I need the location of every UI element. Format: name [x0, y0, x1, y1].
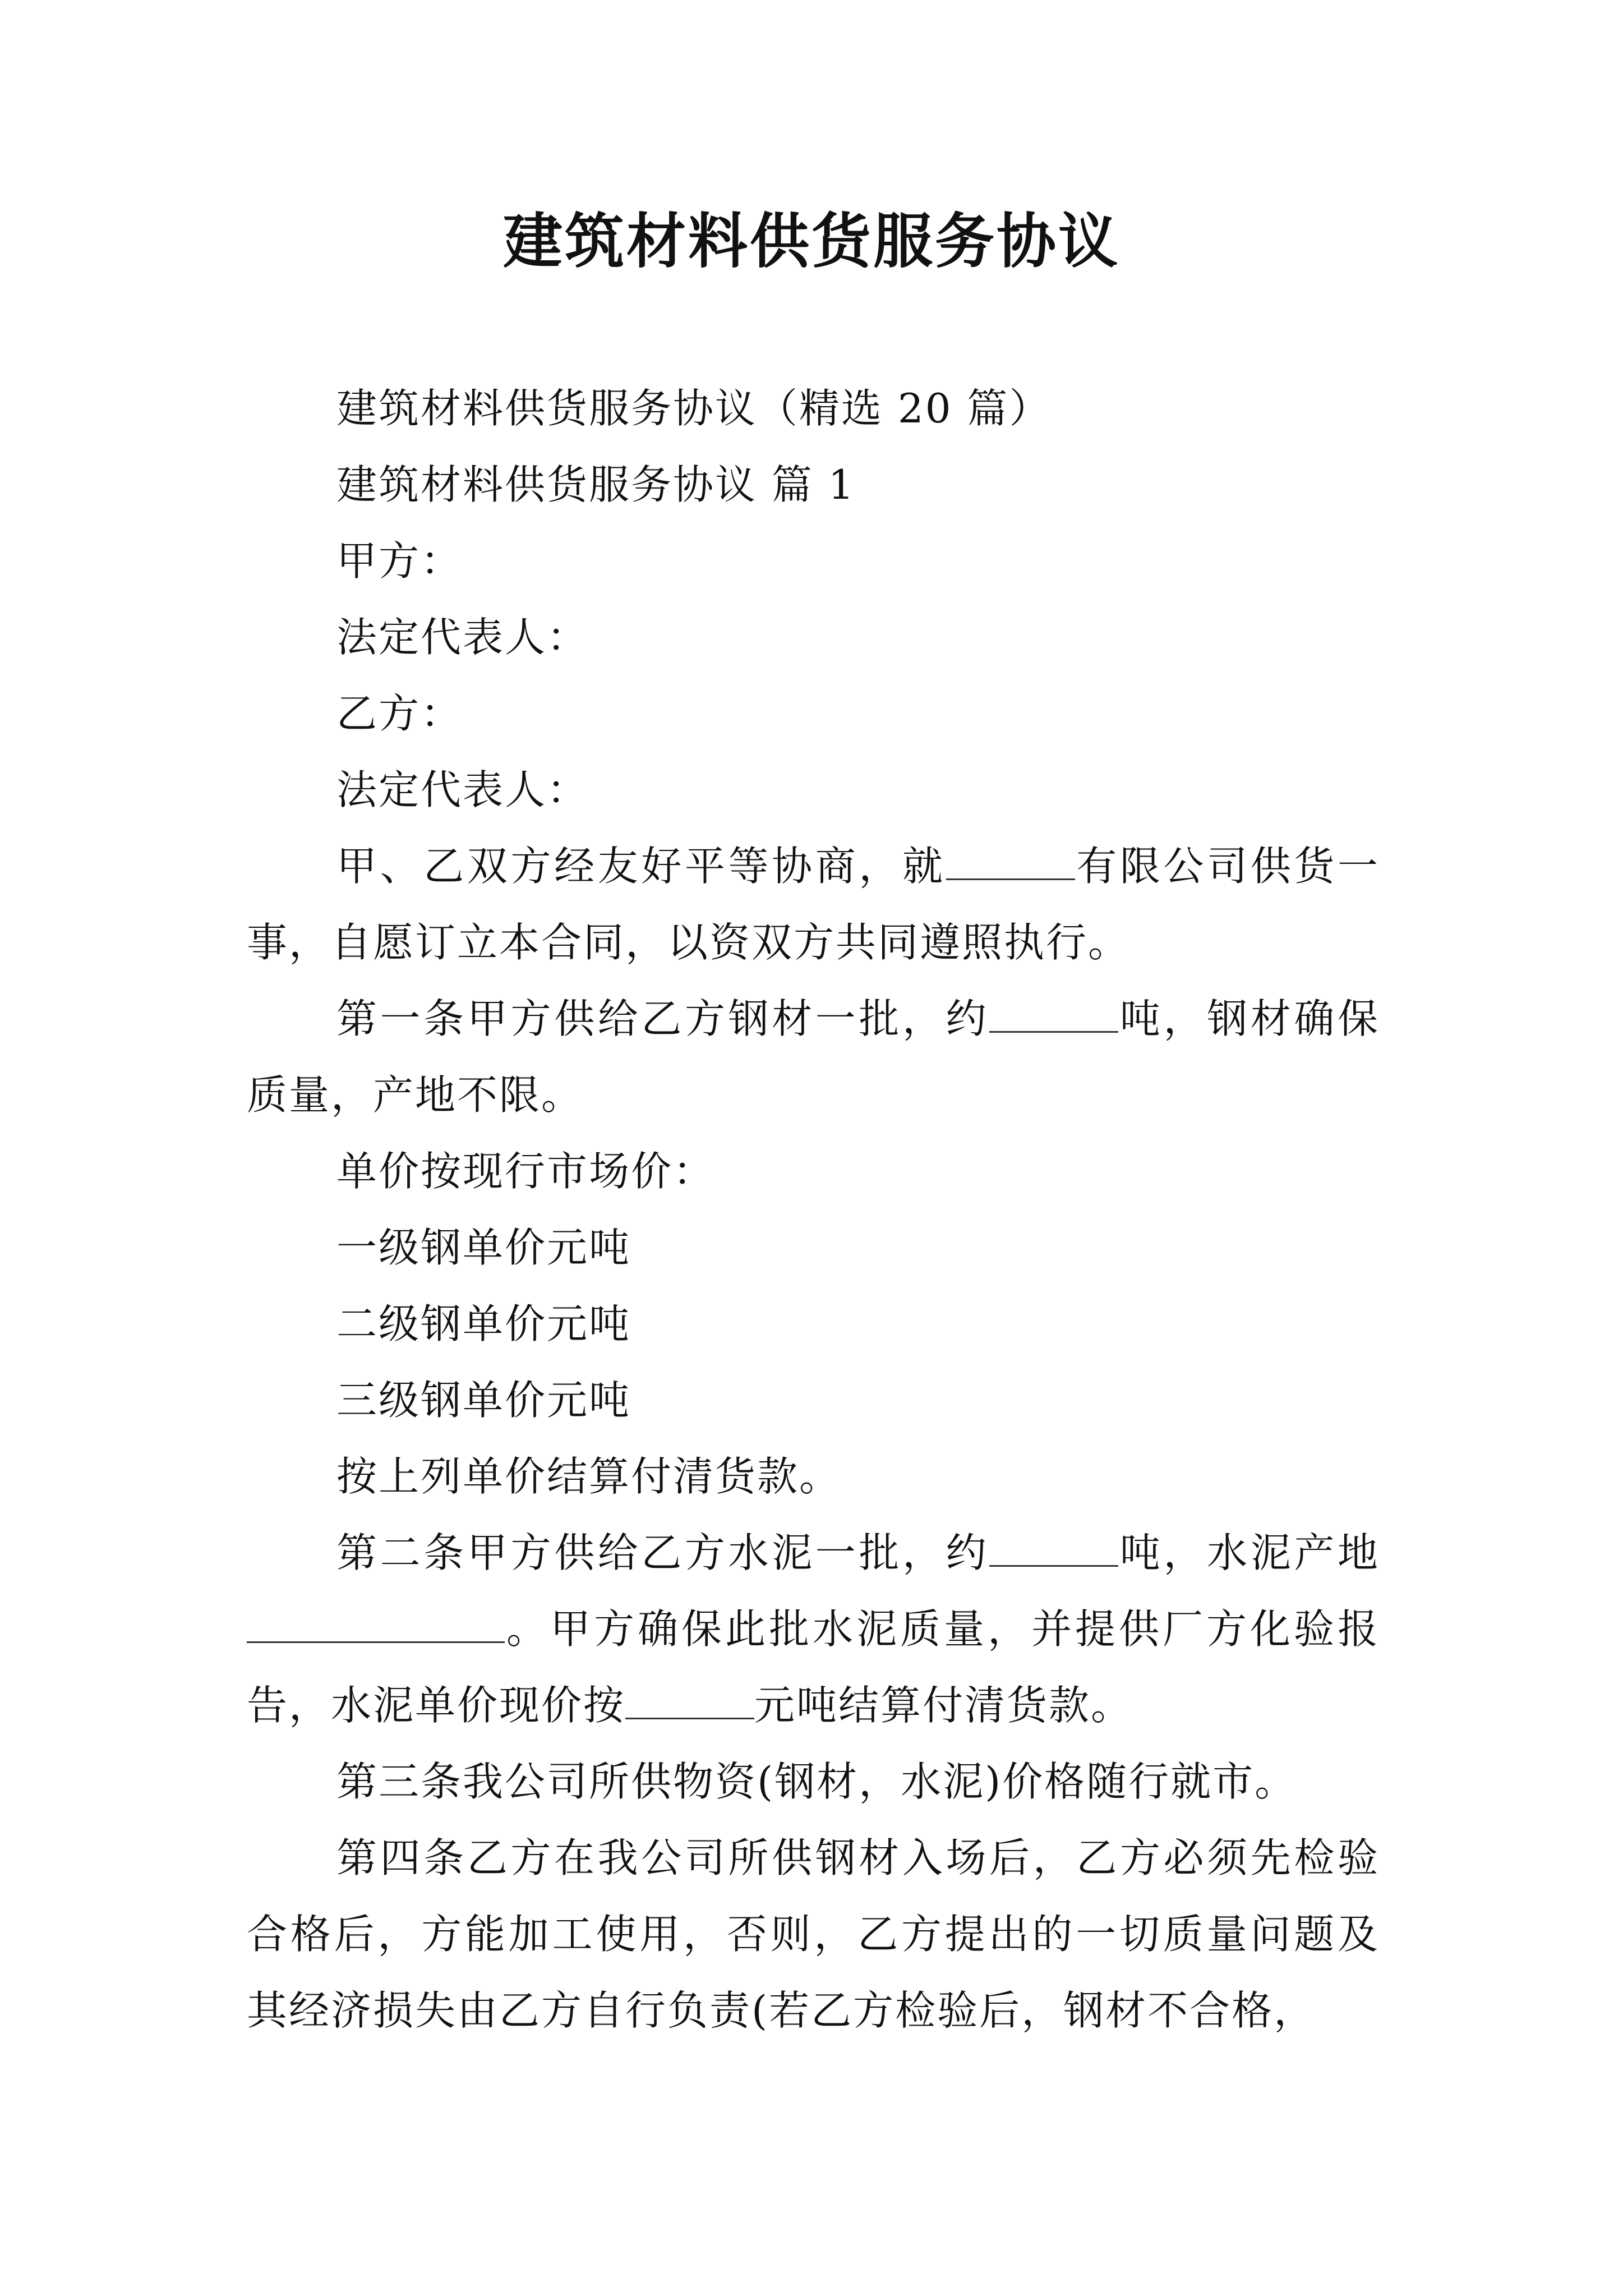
- article-1-text-after: 吨，钢材确保质量，产地不限。: [247, 995, 1380, 1119]
- document-title: 建筑材料供货服务协议: [503, 206, 1120, 276]
- price-intro: 单价按现行市场价：: [336, 1148, 716, 1195]
- party-a-rep-label: 法定代表人：: [336, 614, 589, 661]
- price-grade-2: 二级钢单价元吨: [336, 1300, 631, 1347]
- party-b-label: 乙方：: [336, 690, 463, 737]
- company-name-blank: [946, 841, 1075, 880]
- settlement-text: 按上列单价结算付清货款。: [336, 1453, 842, 1500]
- intro-text-after: 有限公司供货一事，自愿订立本合同，以资双方共同遵照执行。: [247, 843, 1380, 966]
- document-body: [247, 370, 1380, 2049]
- article-4: 第四条乙方在我公司所供钢材入场后，乙方必须先检验合格后，方能加工使用，否则，乙方提出的一切质量问题及其经济损失由乙方自行负责(若乙方检验后，钢材不合格，: [247, 1834, 1380, 2034]
- intro-text-before: 甲、乙双方经友好平等协商，就: [336, 843, 946, 890]
- section-heading: 建筑材料供货服务协议 篇 1: [336, 461, 856, 508]
- cement-origin-blank: [247, 1604, 505, 1643]
- subtitle: 建筑材料供货服务协议（精选 20 篇）: [336, 385, 1052, 432]
- price-grade-3: 三级钢单价元吨: [336, 1377, 631, 1424]
- steel-tonnage-blank: [989, 994, 1118, 1033]
- article-2-part-4: 元吨结算付清货款。: [754, 1682, 1133, 1729]
- article-2-part-3: 。甲方确保此批水泥质量，并提供厂方化验报告，水泥单价现价按: [247, 1605, 1380, 1729]
- article-2-part-1: 第二条甲方供给乙方水泥一批，约: [336, 1529, 990, 1576]
- article-2: [247, 1515, 1380, 1743]
- party-b-rep-label: 法定代表人：: [336, 766, 589, 813]
- article-2-part-2: 吨，水泥产地: [1118, 1529, 1380, 1576]
- cement-tonnage-blank: [989, 1528, 1118, 1567]
- intro-paragraph: [247, 828, 1380, 981]
- article-1-text-before: 第一条甲方供给乙方钢材一批，约: [336, 995, 990, 1042]
- article-3: 第三条我公司所供物资(钢材，水泥)价格随行就市。: [336, 1758, 1297, 1805]
- cement-price-blank: [625, 1681, 754, 1719]
- party-a-label: 甲方：: [336, 537, 463, 585]
- price-grade-1: 一级钢单价元吨: [336, 1224, 631, 1271]
- article-1: [247, 981, 1380, 1133]
